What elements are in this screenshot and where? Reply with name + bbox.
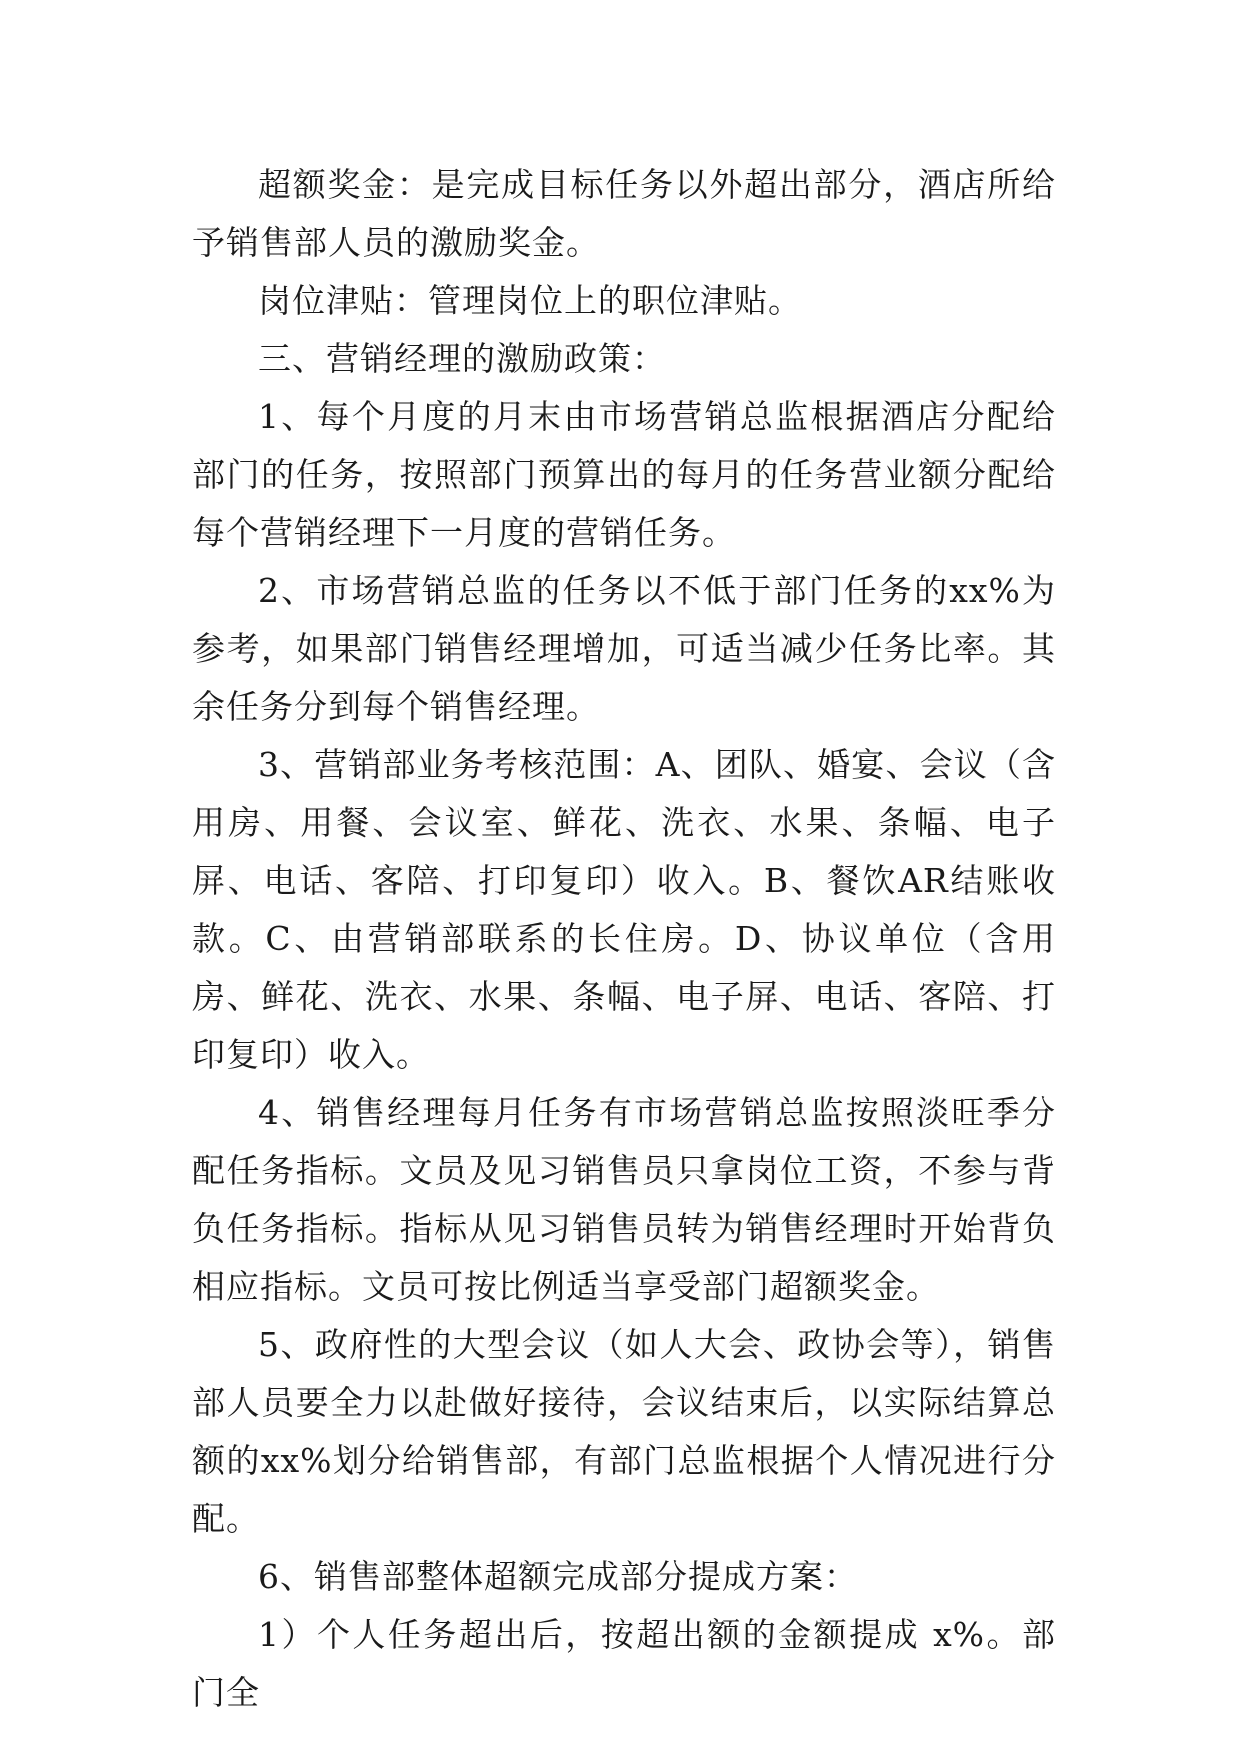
section-heading-incentive-policy: 三、营销经理的激励政策： (258, 339, 666, 378)
paragraph-item-4: 4、销售经理每月任务有市场营销总监按照淡旺季分配任务指标。文员及见习销售员只拿岗位工资，不参与背负任务指标。指标从见习销售员转为销售经理时开始背负相应指标。文员可按比例适当享受部门超额奖金。 (192, 1093, 1056, 1306)
paragraph-subitem-1: 1）个人任务超出后，按超出额的金额提成 x%。部门全 (192, 1615, 1056, 1712)
document-body (192, 156, 1056, 1722)
paragraph-item-1: 1、每个月度的月末由市场营销总监根据酒店分配给部门的任务，按照部门预算出的每月的任务营业额分配给每个营销经理下一月度的营销任务。 (192, 397, 1056, 552)
paragraph-bonus-definition: 超额奖金：是完成目标任务以外超出部分，酒店所给予销售部人员的激励奖金。 (192, 165, 1056, 262)
paragraph-item-5: 5、政府性的大型会议（如人大会、政协会等），销售部人员要全力以赴做好接待，会议结束后，以实际结算总额的xx%划分给销售部，有部门总监根据个人情况进行分配。 (192, 1325, 1056, 1538)
paragraph-allowance-definition: 岗位津贴：管理岗位上的职位津贴。 (258, 281, 802, 320)
paragraph-item-3: 3、营销部业务考核范围：A、团队、婚宴、会议（含用房、用餐、会议室、鲜花、洗衣、水果、条幅、电子屏、电话、客陪、打印复印）收入。B、餐饮AR结账收款。C、由营销部联系的长住房。D、协议单位（含用房、鲜花、洗衣、水果、条幅、电子屏、电话、客陪、打印复印）收入。 (192, 745, 1056, 1074)
paragraph-item-2: 2、市场营销总监的任务以不低于部门任务的xx%为参考，如果部门销售经理增加，可适当减少任务比率。其余任务分到每个销售经理。 (192, 571, 1056, 726)
paragraph-item-6: 6、销售部整体超额完成部分提成方案： (258, 1557, 858, 1596)
